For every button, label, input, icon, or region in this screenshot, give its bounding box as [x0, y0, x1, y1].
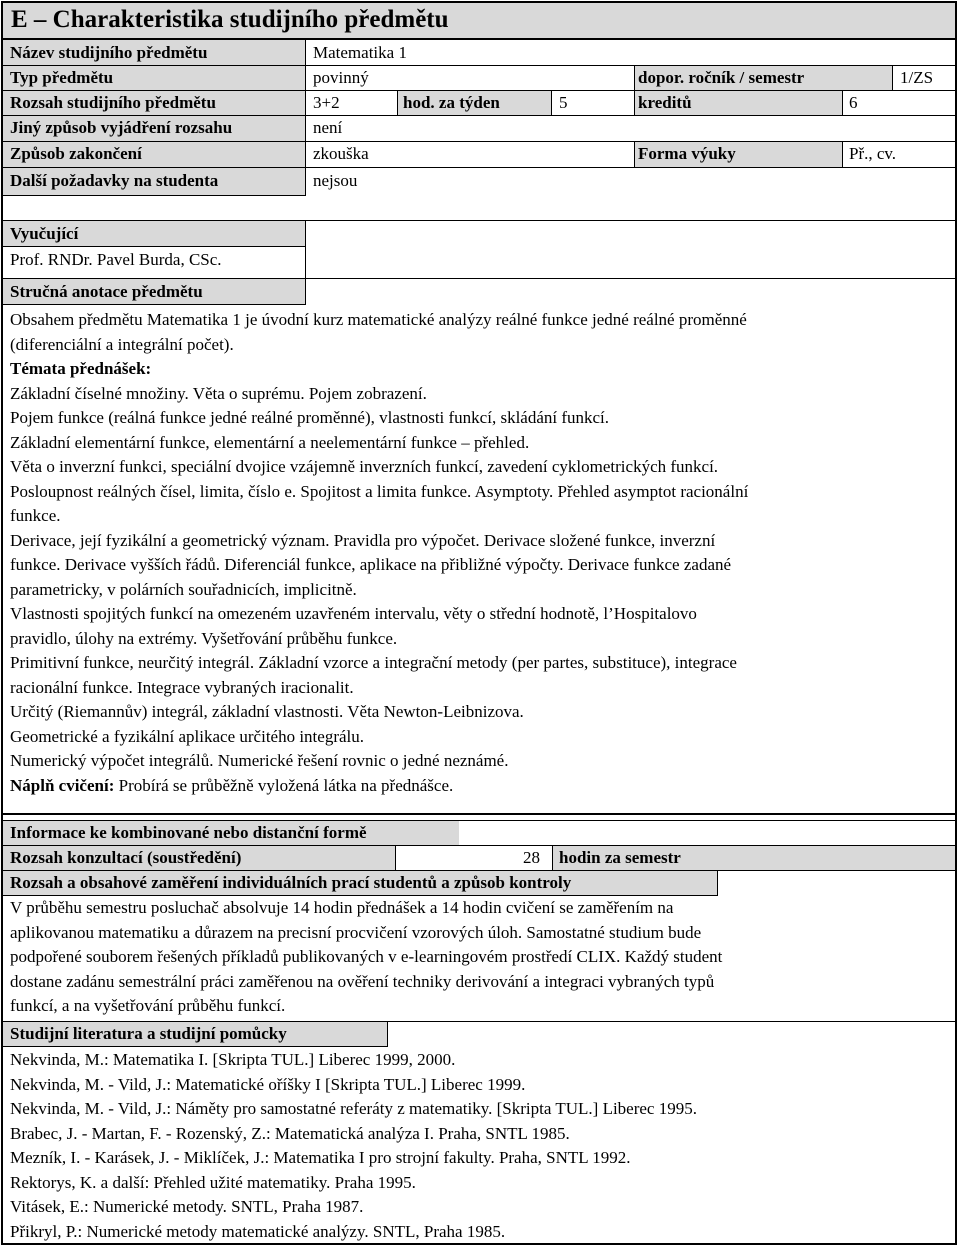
grid-line — [3, 141, 955, 142]
prace-line: dostane zadánu semestrální práci zaměřenou na ověření techniky derivování a integraci vybraných typů — [10, 971, 715, 991]
label-vyucujici: Vyučující — [10, 224, 79, 243]
value-forma: Př., cv. — [849, 144, 897, 163]
grid-line — [397, 90, 398, 116]
grid-line — [3, 820, 955, 821]
value-konzultace: 28 — [523, 848, 540, 867]
tema-line: Věta o inverzní funkci, speciální dvojice vzájemně inverzních funkcí, zavedení cyklometrických funkcí. — [10, 457, 719, 476]
label-rocnik: dopor. ročník / semestr — [638, 68, 805, 87]
literatura-item: Nekvinda, M. - Vild, J.: Náměty pro samostatné referáty z matematiky. [Skripta TUL.] Liberec 1995. — [10, 1099, 697, 1118]
label-kombinovana: Informace ke kombinované nebo distanční formě — [10, 823, 367, 842]
tema-line: Derivace, její fyzikální a geometrický význam. Pravidla pro výpočet. Derivace složené funkce, inverzní — [10, 530, 716, 550]
grid-line — [3, 115, 955, 116]
label-konzultace-unit: hodin za semestr — [559, 848, 681, 867]
value-zpusob: zkouška — [313, 144, 369, 163]
value-jiny: není — [313, 118, 343, 137]
grid-line — [634, 90, 635, 116]
label-hod: hod. za týden — [403, 93, 500, 112]
tema-line: funkce. — [10, 506, 61, 525]
label-literatura: Studijní literatura a studijní pomůcky — [10, 1024, 287, 1043]
literatura-item: Rektorys, K. a další: Přehled užité matematiky. Praha 1995. — [10, 1172, 416, 1192]
literatura-item: Vitásek, E.: Numerické metody. SNTL, Praha 1987. — [10, 1197, 364, 1216]
tema-line: pravidlo, úlohy na extrémy. Vyšetřování průběhu funkce. — [10, 628, 398, 648]
grid-line — [3, 1046, 387, 1047]
napln-label: Náplň cvičení: — [10, 775, 115, 795]
label-jiny: Jiný způsob vyjádření rozsahu — [10, 118, 233, 137]
tema-line: funkce. Derivace vyšších řádů. Diferenciál funkce, aplikace na přibližné výpočty. Derivace funkce zadané — [10, 555, 732, 574]
grid-line — [305, 220, 306, 278]
literatura-item: Nekvinda, M. - Vild, J.: Matematické oříšky I [Skripta TUL.] Liberec 1999. — [10, 1074, 526, 1094]
anotace-content — [10, 308, 950, 798]
anotace-intro-line: Obsahem předmětu Matematika 1 je úvodní kurz matematické analýzy reálné funkce jedné reálné proměnné — [10, 310, 747, 329]
grid-line — [305, 278, 306, 305]
prace-line: aplikovanou matematiku a důrazem na precisní procvičení vzorových úloh. Samostatné studium bude — [10, 922, 702, 942]
literatura-item: Brabec, J. - Martan, F. - Rozenský, Z.: Matematická analýza I. Praha, SNTL 1985. — [10, 1123, 570, 1143]
tema-line: Geometrické a fyzikální aplikace určitého integrálu. — [10, 726, 365, 746]
temata-heading: Témata přednášek: — [10, 359, 152, 378]
tema-line: Numerický výpočet integrálů. Numerické řešení rovnic o jedné neznámé. — [10, 751, 509, 770]
tema-line: parametricky, v polárních souřadnicích, implicitně. — [10, 579, 357, 599]
grid-line — [387, 1021, 388, 1047]
tema-line: Základní číselné množiny. Věta o suprému. Pojem zobrazení. — [10, 383, 427, 403]
label-typ: Typ předmětu — [10, 68, 114, 87]
value-dalsi: nejsou — [313, 171, 358, 190]
literatura-list — [10, 1048, 950, 1244]
prace-line: V průběhu semestru posluchač absolvuje 14 hodin přednášek a 14 hodin cvičení se zaměřením na — [10, 898, 674, 917]
value-typ: povinný — [313, 68, 369, 87]
label-prace: Rozsah a obsahové zaměření individuálních prací studentů a způsob kontroly — [10, 873, 572, 892]
grid-line — [552, 845, 553, 870]
value-kredity: 6 — [849, 93, 858, 112]
literatura-item: Mezník, I. - Karásek, J. - Miklíček, J.: Matematika I pro strojní fakulty. Praha, SNTL 1992. — [10, 1148, 631, 1167]
label-zpusob: Způsob zakončení — [10, 144, 142, 163]
label-dalsi: Další požadavky na studenta — [10, 171, 219, 190]
tema-line: Pojem funkce (reálná funkce jedné reálné proměnné), vlastnosti funkcí, skládání funkcí. — [10, 408, 610, 427]
literatura-item: Nekvinda, M.: Matematika I. [Skripta TUL.] Liberec 1999, 2000. — [10, 1050, 456, 1069]
tema-line: Primitivní funkce, neurčitý integrál. Základní vzorce a integrační metody (per partes, substituce), integrace — [10, 653, 737, 672]
tema-line: Základní elementární funkce, elementární a neelementární funkce – přehled. — [10, 432, 530, 452]
tema-line: racionální funkce. Integrace vybraných iracionalit. — [10, 677, 354, 697]
grid-line — [3, 304, 305, 305]
grid-line — [305, 40, 306, 196]
label-nazev: Název studijního předmětu — [10, 43, 208, 62]
value-hod: 5 — [559, 93, 568, 112]
napln-line — [10, 774, 950, 799]
sheet-header — [3, 3, 955, 40]
prace-content — [10, 896, 950, 1019]
value-rocnik: 1/ZS — [900, 68, 934, 87]
tema-line: Určitý (Riemannův) integrál, základní vlastnosti. Věta Newton-Leibnizova. — [10, 702, 524, 721]
grid-line — [3, 167, 955, 168]
grid-line — [551, 90, 552, 116]
grid-line — [634, 65, 635, 91]
grid-line — [3, 90, 955, 91]
vyucujici-name: Prof. RNDr. Pavel Burda, CSc. — [10, 250, 222, 269]
grid-line — [3, 195, 305, 196]
tema-line: Vlastnosti spojitých funkcí na omezeném uzavřeném intervalu, věty o střední hodnotě, l’Hospitalovo — [10, 604, 697, 623]
anotace-intro-line: (diferenciální a integrální počet). — [10, 334, 234, 354]
grid-line — [842, 90, 843, 116]
prace-line: funkcí, a na vyšetřování průběhu funkcí. — [10, 996, 286, 1015]
value-nazev: Matematika 1 — [313, 43, 407, 62]
grid-line — [3, 246, 305, 247]
label-anotace: Stručná anotace předmětu — [10, 282, 203, 301]
section-separator — [3, 813, 955, 815]
prace-line: podpořené souborem řešených příkladů publikovaných v e-learningovém prostředí CLIX. Každý student — [10, 947, 723, 966]
napln-text: Probírá se průběžně vyložená látka na přednášce. — [118, 775, 454, 795]
grid-line — [3, 65, 955, 66]
sheet-title: E – Charakteristika studijního předmětu — [11, 6, 449, 33]
value-rozsah: 3+2 — [313, 93, 340, 112]
label-forma: Forma výuky — [638, 144, 736, 163]
label-konzultace: Rozsah konzultací (soustředění) — [10, 848, 242, 867]
grid-line — [395, 845, 396, 870]
grid-line — [842, 141, 843, 167]
sheet-border — [1, 1, 957, 1245]
grid-line — [717, 870, 718, 896]
grid-line — [892, 65, 893, 91]
label-rozsah: Rozsah studijního předmětu — [10, 93, 216, 112]
grid-line — [634, 141, 635, 167]
tema-line: Posloupnost reálných čísel, limita, číslo e. Spojitost a limita funkce. Asymptoty. Přehled asymptot racionální — [10, 481, 749, 501]
label-kredity: kreditů — [638, 93, 692, 112]
literatura-item: Přikryl, P.: Numerické metody matematické analýzy. SNTL, Praha 1985. — [10, 1221, 506, 1241]
